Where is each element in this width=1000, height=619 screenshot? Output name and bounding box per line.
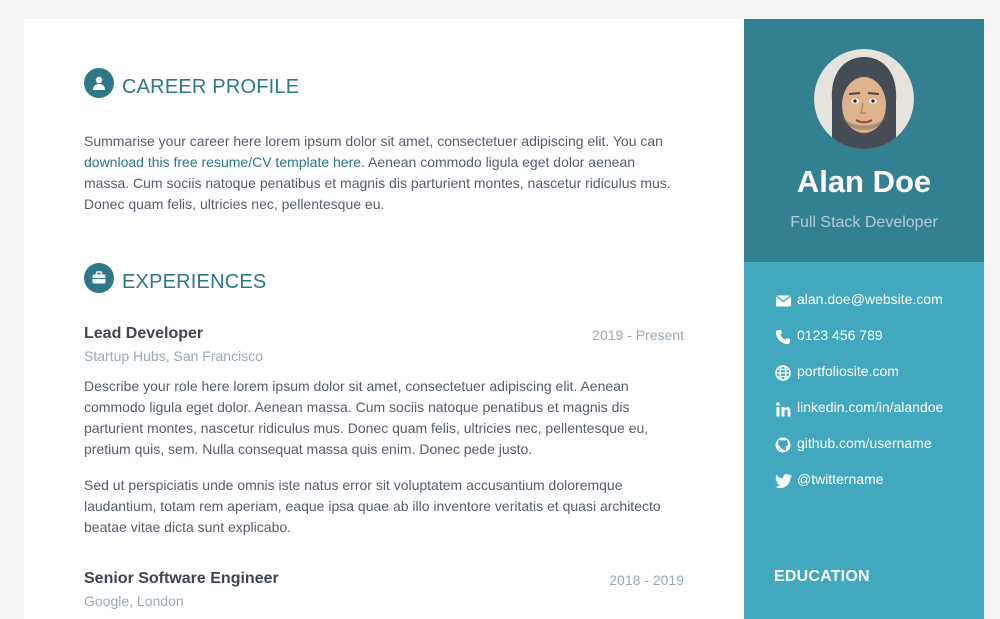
experiences-title: EXPERIENCES (122, 270, 267, 293)
contact-phone-text: 0123 456 789 (797, 327, 883, 343)
contact-github[interactable] (774, 435, 943, 471)
career-profile-heading (84, 71, 299, 103)
github-icon (774, 436, 792, 454)
linkedin-icon (774, 400, 792, 418)
twitter-icon (774, 472, 792, 490)
job-title: Senior Software Engineer (84, 570, 279, 587)
template-download-link[interactable]: download this free resume/CV template here (84, 154, 362, 170)
job-title: Lead Developer (84, 325, 204, 342)
contact-website[interactable] (774, 363, 943, 399)
contact-linkedin-text: linkedin.com/in/alandoe (797, 399, 944, 415)
job-description: Sed ut perspiciatis unde omnis iste natus error sit voluptatem accusantium doloremque laudantium, totam rem aperiam, eaque ipsa quae ab illo inventore veritatis et quasi architecto beatae vitae dicta sunt explicabo. (84, 477, 661, 535)
career-summary (84, 131, 684, 215)
experiences-heading (84, 266, 266, 298)
resume-page (24, 19, 984, 619)
education-heading: EDUCATION (774, 568, 870, 585)
experience-item (84, 570, 684, 609)
summary-text-before: Summarise your career here lorem ipsum dolor sit amet, consectetuer adipiscing elit. You can (84, 133, 663, 149)
user-icon (84, 68, 114, 98)
job-description: Describe your role here lorem ipsum dolor sit amet, consectetuer adipiscing elit. Aenean commodo ligula eget dolor. Aenean massa. Cum sociis natoque penatibus et magnis dis parturient montes, nascetur ridiculus mus. Donec quam felis, ultricies nec, pellentesque eu, pretium quis, sem. Nulla consequat massa quis enim. Donec pede justo. (84, 378, 649, 457)
email-icon (774, 292, 792, 310)
contact-github-text: github.com/username (797, 435, 932, 451)
experience-item (84, 325, 684, 538)
job-company: Google, London (84, 593, 184, 609)
contact-list (774, 291, 943, 507)
profile-container (744, 19, 984, 262)
profile-tagline: Full Stack Developer (790, 214, 938, 231)
career-profile-title: CAREER PROFILE (122, 75, 300, 98)
contact-phone[interactable] (774, 327, 943, 363)
phone-icon (774, 328, 792, 346)
avatar (814, 49, 914, 149)
job-time: 2019 - Present (592, 327, 684, 343)
briefcase-icon (84, 263, 114, 293)
job-time: 2018 - 2019 (609, 572, 684, 588)
main-content (24, 19, 744, 619)
contact-twitter[interactable] (774, 471, 943, 507)
contact-twitter-text: @twittername (797, 471, 884, 487)
globe-icon (774, 364, 792, 382)
contact-email[interactable] (774, 291, 943, 327)
job-company: Startup Hubs, San Francisco (84, 348, 263, 364)
sidebar (744, 19, 984, 619)
contact-website-text: portfoliosite.com (797, 363, 899, 379)
contact-linkedin[interactable] (774, 399, 943, 435)
contact-email-text: alan.doe@website.com (797, 291, 943, 307)
summary-text-after: . Aenean commodo ligula eget dolor aenean massa. Cum sociis natoque penatibus et magnis dis parturient montes, nascetur ridiculus mus. Donec quam felis, ultricies nec, pellentesque eu. (84, 154, 671, 212)
profile-name: Alan Doe (796, 164, 932, 199)
